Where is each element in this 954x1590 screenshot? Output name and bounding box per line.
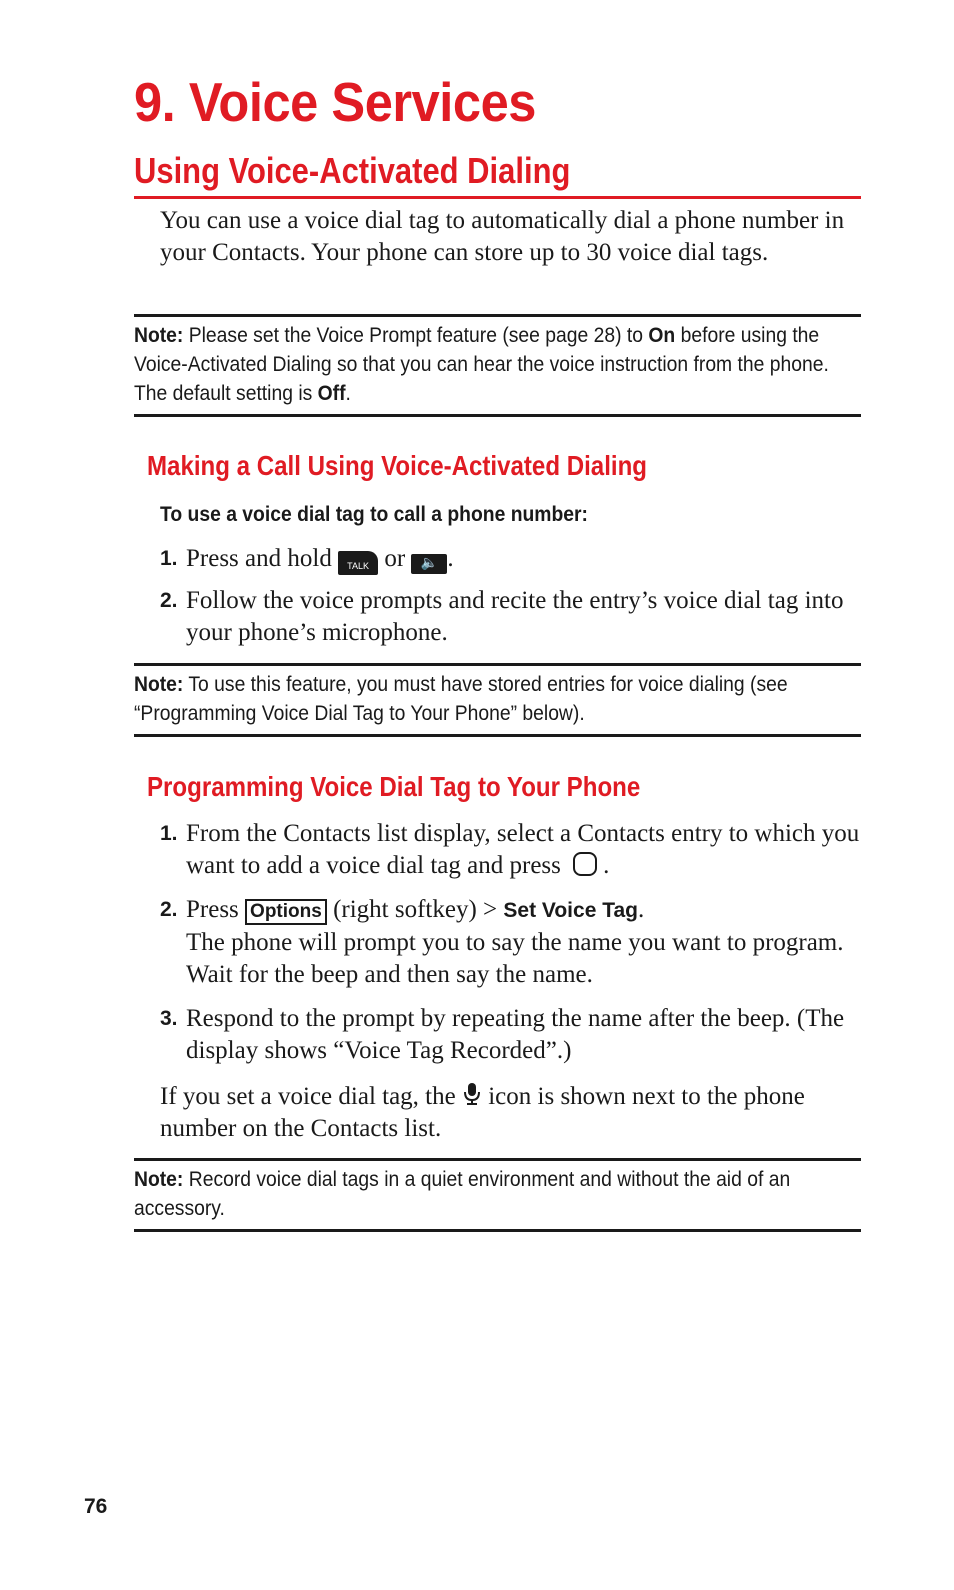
note-label: Note:: [134, 1168, 184, 1191]
menu-ok-key-icon: [573, 852, 597, 876]
step-text: .: [637, 896, 645, 923]
step-text: .: [447, 545, 454, 572]
step-text: .: [603, 852, 610, 879]
page-number: 76: [84, 1495, 108, 1518]
step-text: Respond to the prompt by repeating the name after the beep. (The display shows “Voice Tag Recorded”.): [186, 1005, 845, 1064]
step-number: 2.: [160, 589, 178, 612]
section-title-text: Using Voice-Activated Dialing: [134, 150, 571, 191]
note-voice-prompt: [134, 314, 861, 417]
step-press-hold: [160, 543, 860, 575]
speakerphone-key-icon: 🔈: [411, 554, 447, 574]
step-detail: The phone will prompt you to say the name you want to program. Wait for the beep and then say the name.: [186, 929, 844, 988]
step-text: (right softkey) >: [326, 896, 504, 923]
note-text: Record voice dial tags in a quiet environment and without the aid of an accessory.: [134, 1168, 791, 1220]
voice-tag-icon-paragraph: [160, 1081, 860, 1145]
procedure-lead: To use a voice dial tag to call a phone number:: [160, 503, 588, 526]
step-text: Press and hold: [186, 545, 339, 572]
step-set-voice-tag: [160, 894, 860, 991]
note-label: Note:: [134, 673, 184, 696]
intro-paragraph: You can use a voice dial tag to automatically dial a phone number in your Contacts. Your phone can store up to 30 voice dial tags.: [160, 207, 845, 266]
step-select-entry: [160, 818, 860, 882]
subsection-title-programming: Programming Voice Dial Tag to Your Phone: [147, 771, 641, 802]
subsection-title-making-call: Making a Call Using Voice-Activated Dialing: [147, 450, 647, 481]
note-text: before using the Voice-Activated Dialing so that you can hear the voice instruction from the phone. The default setting is: [134, 324, 829, 405]
menu-item-set-voice-tag: Set Voice Tag: [503, 899, 638, 922]
step-number: 1.: [160, 822, 178, 845]
step-number: 1.: [160, 547, 178, 570]
options-softkey: Options: [245, 899, 327, 925]
note-bold-on: On: [648, 324, 676, 347]
paragraph-text: icon is shown next to the phone number on the Contacts list.: [160, 1083, 805, 1142]
note-text: .: [345, 382, 351, 405]
step-text: Follow the voice prompts and recite the entry’s voice dial tag into your phone’s microphone.: [186, 587, 844, 646]
note-stored-entries: [134, 663, 861, 737]
talk-key-label: TALK: [347, 561, 369, 571]
note-bold-off: Off: [317, 382, 346, 405]
step-respond-prompt: [160, 1003, 860, 1067]
talk-key-icon: [338, 551, 378, 575]
note-text: To use this feature, you must have stored entries for voice dialing (see “Programming Voice Dial Tag to Your Phone” below).: [134, 673, 788, 725]
section-title: [134, 150, 861, 199]
note-text: Please set the Voice Prompt feature (see page 28) to: [183, 324, 649, 347]
step-number: 3.: [160, 1007, 178, 1030]
voice-tag-icon: [462, 1082, 482, 1106]
step-number: 2.: [160, 898, 178, 921]
step-text: From the Contacts list display, select a Contacts entry to which you want to add a voice dial tag and press: [186, 820, 860, 879]
paragraph-text: If you set a voice dial tag, the: [160, 1083, 462, 1110]
note-quiet-environment: [134, 1158, 861, 1232]
step-follow-prompts: [160, 585, 860, 649]
chapter-title: 9. Voice Services: [134, 71, 536, 133]
step-text: or: [378, 545, 412, 572]
step-text: Press: [186, 896, 246, 923]
note-label: Note:: [134, 324, 184, 347]
